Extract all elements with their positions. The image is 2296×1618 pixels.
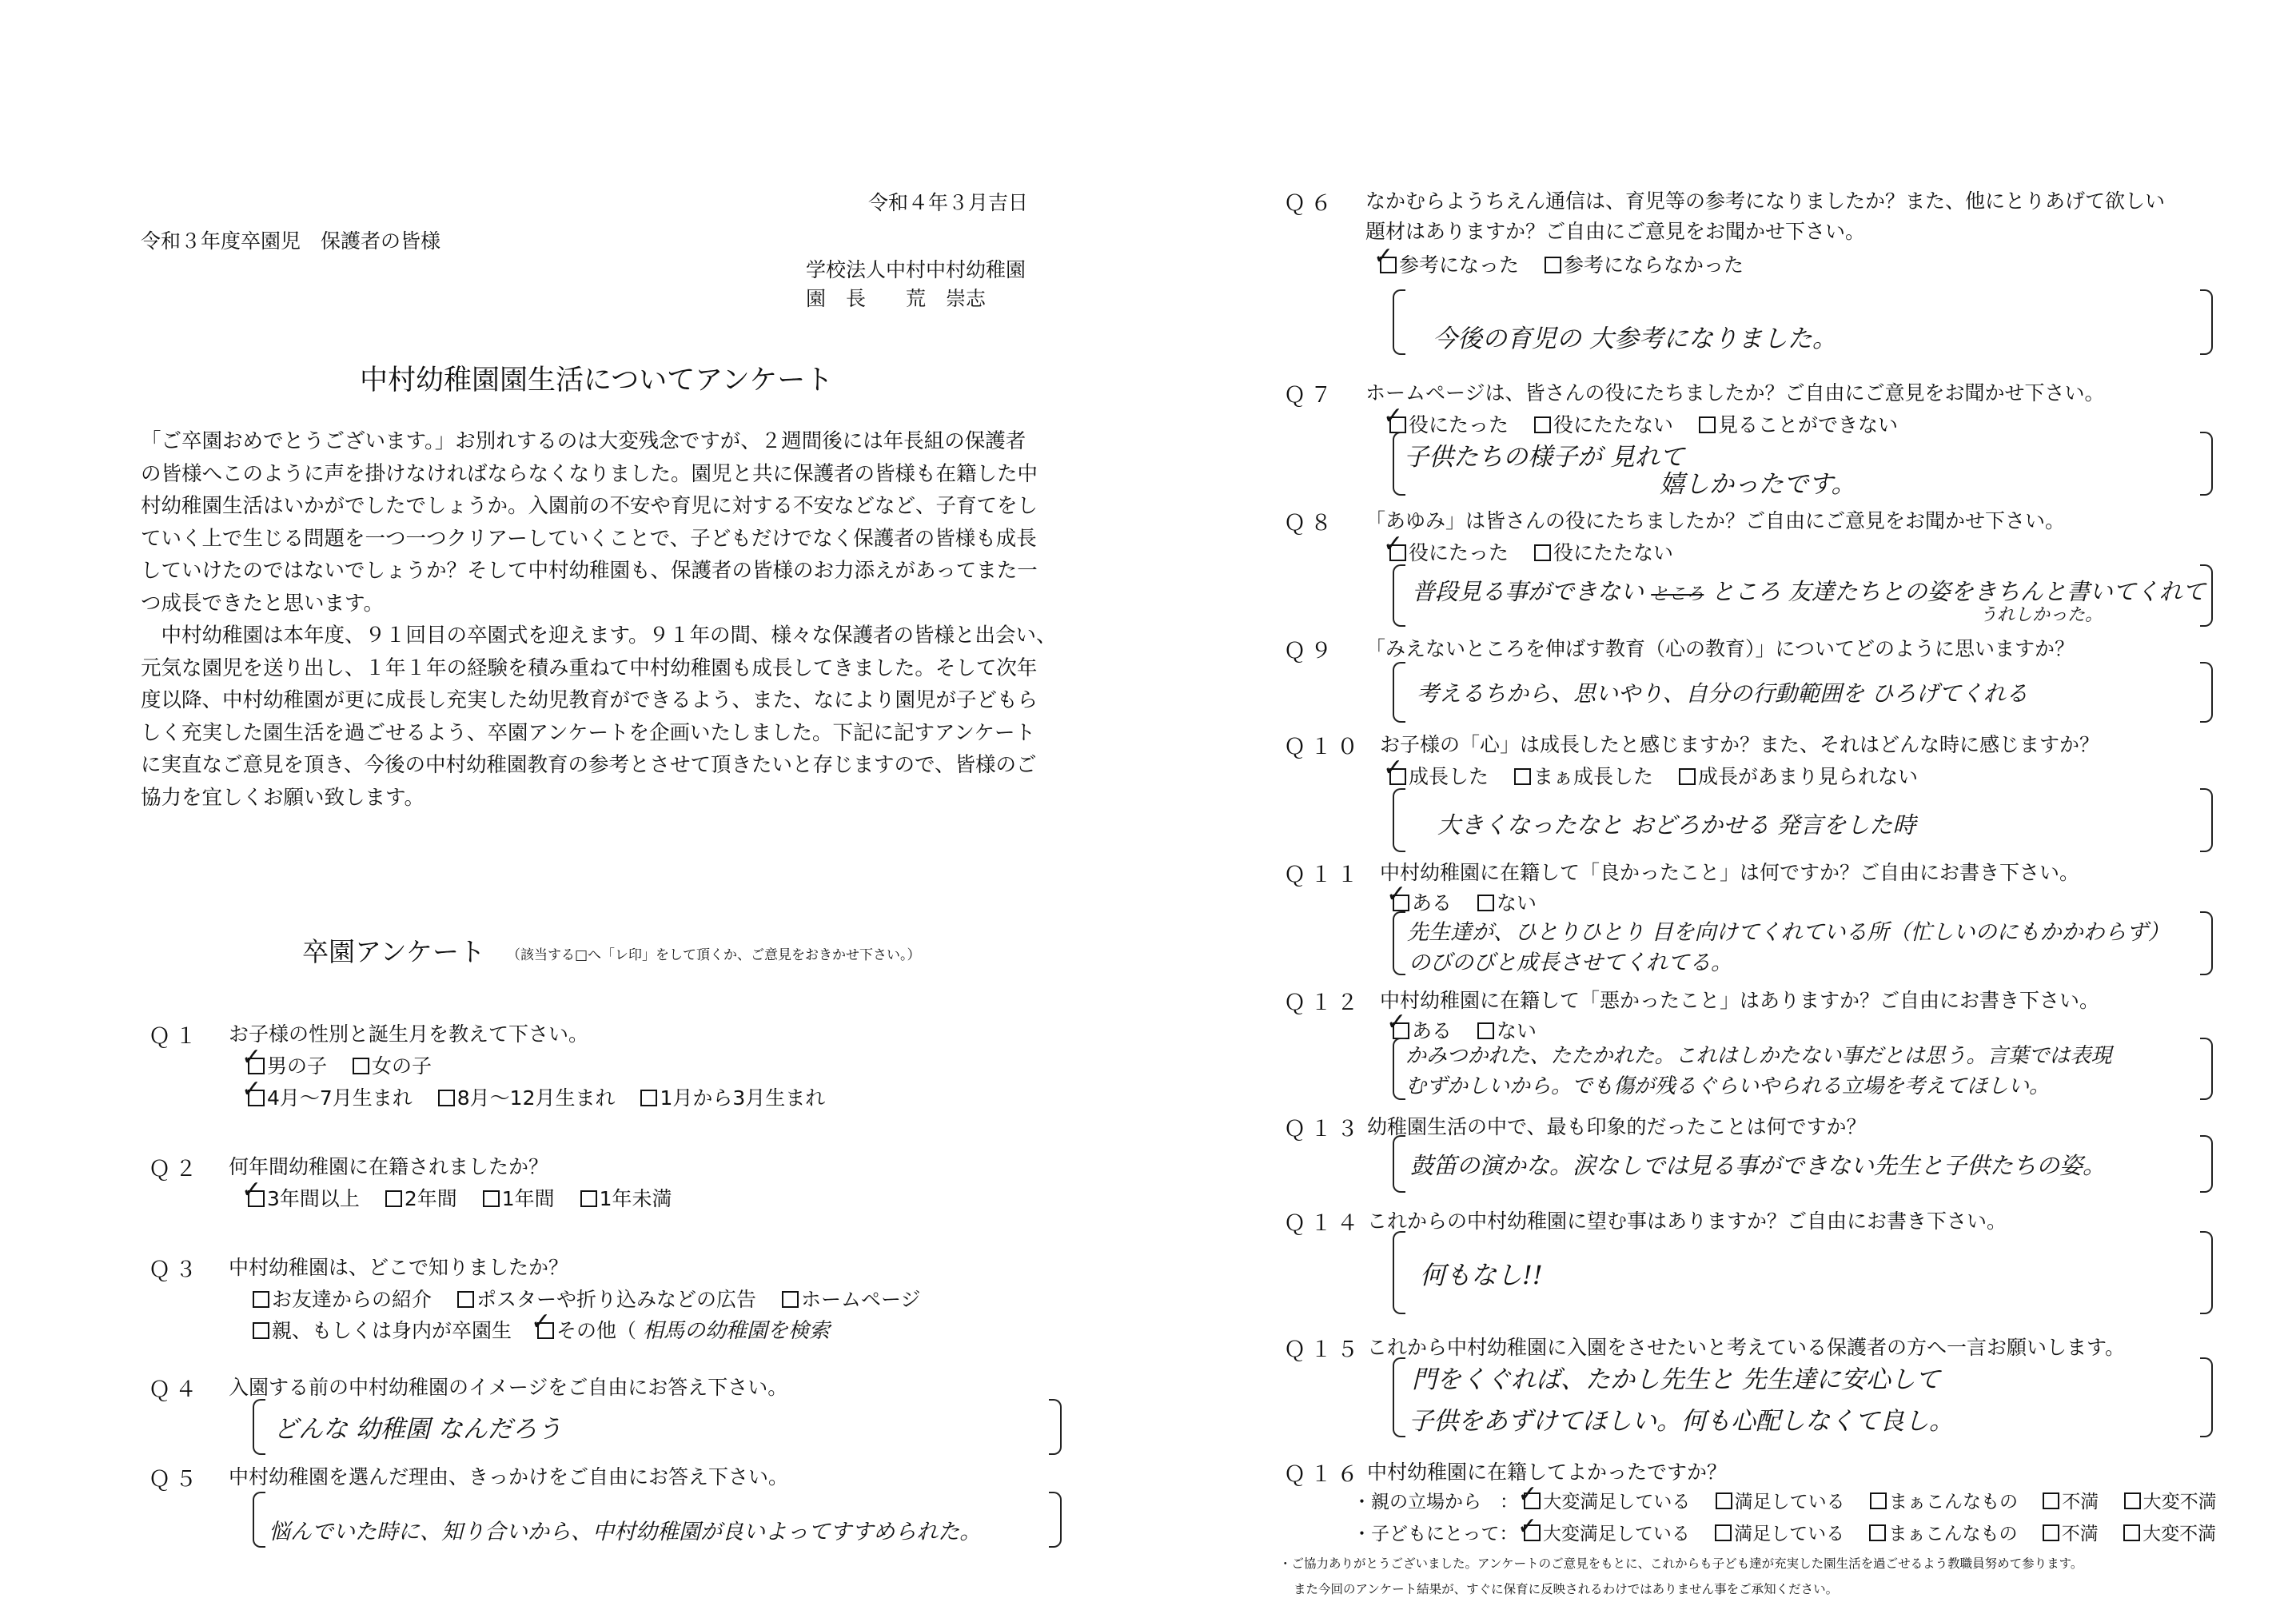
q2-question: 何年間幼稚園に在籍されましたか？ [229,1155,549,1178]
q3-option-other[interactable]: その他（ ✓ [537,1319,636,1342]
q1-option-girl[interactable]: 女の子 [353,1054,432,1078]
q12-bracket-left [1393,1038,1405,1100]
q12-number: Ｑ１２ [1284,990,1363,1015]
q8-option-useful[interactable]: 役にたった ✓ [1389,541,1509,564]
q13-bracket-right [2200,1135,2213,1193]
q16-row-child-label: ・子どもにとって： [1353,1524,1518,1544]
q9-bracket-left [1393,662,1405,723]
q6-bracket-left [1393,289,1405,355]
q11-option-no[interactable]: ない [1477,891,1537,915]
q8-options [1389,537,1692,566]
q10-option-little[interactable]: 成長があまり見られない [1679,765,1918,788]
q12-option-yes[interactable]: ある ✓ [1393,1019,1452,1042]
q8-question: 「あゆみ」は皆さんの役にたちましたか？ご自由にご意見をお聞かせ下さい。 [1365,509,2066,532]
q6-question-line2: 題材はありますか？ご自由にご意見をお聞かせ下さい。 [1365,220,1866,243]
q11-bracket-right [2200,911,2213,975]
q10-option-somewhat[interactable]: まぁ成長した [1514,765,1653,788]
school-name: 学校法人中村中村幼稚園 [806,258,1026,281]
q16-parent-so-so[interactable]: まぁこんなもの [1870,1492,2018,1512]
q3-options-a [253,1284,939,1313]
q8-answer-line2[interactable]: うれしかった。 [1979,605,2103,625]
q16-child-dissatisfied[interactable]: 不満 [2043,1524,2099,1544]
q10-answer[interactable]: 大きくなったなと おどろかせる 発言をした時 [1437,811,1916,839]
q16-parent-very-satisfied[interactable]: 大変満足している ✓ [1524,1492,1690,1512]
q4-question: 入園する前の中村幼稚園のイメージをご自由にお答え下さい。 [229,1376,788,1399]
q6-question-line1: なかむらようちえん通信は、育児等の参考になりましたか？また、他にとりあげて欲しい [1365,189,2166,213]
footer-line1: ・ご協力ありがとうございました。アンケートのご意見をもとに、これからも子ども達が充実した園生活を過ごせるよう教職員努めて参ります。 [1279,1556,2083,1571]
q4-bracket-right [1049,1399,1062,1455]
q5-number: Ｑ５ [149,1467,201,1492]
q1-option-aug-dec[interactable]: 8月～12月生まれ [438,1086,616,1110]
q1-options-gender [248,1050,451,1079]
q7-answer-line1[interactable]: 子供たちの様子が 見れて [1404,443,1684,472]
q12-option-no[interactable]: ない [1477,1019,1537,1042]
q3-option-ad[interactable]: ポスターや折り込みなどの広告 [457,1288,756,1311]
q16-parent-satisfied[interactable]: 満足している [1716,1492,1845,1512]
footer-line2: また今回のアンケート結果が、すぐに保育に反映されるわけではありません事をご承知ください。 [1293,1582,1839,1596]
q9-number: Ｑ９ [1284,639,1337,664]
q6-option-helpful[interactable]: 参考になった ✓ [1380,253,1519,277]
q2-option-2yr[interactable]: 2年間 [385,1187,457,1210]
q8-answer-line1[interactable]: 普段見る事ができない ところ ところ 友達たちとの姿をきちんと書いてくれて [1412,578,2206,605]
q4-number: Ｑ４ [149,1377,201,1402]
q14-answer[interactable]: 何もなし!! [1420,1260,1543,1290]
q7-option-cannot-view[interactable]: 見ることができない [1699,413,1898,436]
q6-option-not-helpful[interactable]: 参考にならなかった [1545,253,1744,277]
q8-bracket-left [1393,564,1405,627]
q1-options-birth [248,1082,844,1111]
q12-bracket-right [2200,1038,2213,1100]
q5-question: 中村幼稚園を選んだ理由、きっかけをご自由にお答え下さい。 [229,1465,789,1488]
q11-number: Ｑ１１ [1284,863,1363,887]
q15-number: Ｑ１５ [1284,1337,1363,1362]
q11-answer-line1[interactable]: 先生達が、ひとりひとり 目を向けてくれている所（忙しいのにもかかわらず） [1407,920,2170,945]
q16-row-child [1353,1519,2235,1545]
q3-number: Ｑ３ [149,1257,201,1282]
q16-row-parent [1353,1487,2236,1513]
q16-parent-dissatisfied[interactable]: 不満 [2043,1492,2099,1512]
q4-bracket-left [253,1399,265,1455]
q8-number: Ｑ８ [1284,511,1337,536]
q16-child-very-dissatisfied[interactable]: 大変不満 [2123,1524,2216,1544]
q14-bracket-left [1393,1231,1405,1314]
q4-answer[interactable]: どんな 幼稚園 なんだろう [273,1415,562,1444]
q12-answer-line1[interactable]: かみつかれた、たたかれた。これはしかたない事だとは思う。言葉では表現 [1405,1044,2112,1068]
q16-child-very-satisfied[interactable]: 大変満足している ✓ [1524,1524,1690,1544]
q12-answer-line2[interactable]: むずかしいから。でも傷が残るぐらいやられる立場を考えてほしい。 [1405,1074,2051,1098]
q15-answer-line2[interactable]: 子供をあずけてほしい。何も心配しなくて良し。 [1409,1407,1954,1436]
principal: 園 長 荒 崇志 [806,287,987,310]
q9-answer[interactable]: 考えるちから、思いやり、自分の行動範囲を ひろげてくれる [1417,680,2028,707]
q16-child-so-so[interactable]: まぁこんなもの [1869,1524,2017,1544]
q1-number: Ｑ１ [149,1024,201,1049]
q13-bracket-left [1393,1135,1405,1193]
q6-number: Ｑ６ [1284,191,1337,216]
q7-answer-line2[interactable]: 嬉しかったです。 [1660,470,1856,499]
q1-question: お子様の性別と誕生月を教えて下さい。 [229,1022,589,1046]
q3-option-relative[interactable]: 親、もしくは身内が卒園生 [253,1319,512,1342]
q10-options [1389,761,1937,790]
q13-number: Ｑ１３ [1284,1117,1363,1142]
q9-question: 「みえないところを伸ばす教育（心の教育）」についてどのように思いますか？ [1365,637,2075,660]
q16-child-satisfied[interactable]: 満足している [1715,1524,1844,1544]
q5-answer[interactable]: 悩んでいた時に、知り合いから、中村幼稚園が良いよってすすめられた。 [269,1520,982,1544]
q11-options [1393,887,1556,916]
q2-option-1yr[interactable]: 1年間 [483,1187,555,1210]
survey-title: 卒園アンケート [302,936,486,967]
q11-question: 中村幼稚園に在籍して「良かったこと」は何ですか？ご自由にお書き下さい。 [1380,861,2080,884]
q10-bracket-left [1393,788,1405,852]
date: 令和４年３月吉日 [868,191,1029,214]
q3-option-friend[interactable]: お友達からの紹介 [253,1288,432,1311]
q6-answer[interactable]: 今後の育児の 大参考になりました。 [1433,325,1837,353]
q10-option-grew[interactable]: 成長した ✓ [1389,765,1489,788]
q7-option-not-useful[interactable]: 役にたたない [1534,413,1673,436]
q2-options [248,1183,691,1212]
q1-option-boy[interactable]: 男の子 ✓ [248,1054,327,1078]
q16-number: Ｑ１６ [1284,1462,1363,1487]
q14-number: Ｑ１４ [1284,1211,1363,1236]
q3-other-answer[interactable]: 相馬の幼稚園を検索 [642,1319,830,1343]
q11-answer-line2[interactable]: のびのびと成長させてくれてる。 [1409,950,1732,975]
q7-question: ホームページは、皆さんの役にたちましたか？ご自由にご意見をお聞かせ下さい。 [1365,381,2105,404]
q8-struck-text: ところ [1651,584,1704,604]
q3-question: 中村幼稚園は、どこで知りましたか？ [229,1256,569,1279]
q16-row-parent-label: ・親の立場から ： [1353,1492,1518,1512]
q7-number: Ｑ７ [1284,383,1337,408]
q13-answer[interactable]: 鼓笛の演かな。涙なしでは見る事ができない先生と子供たちの姿。 [1410,1152,2107,1179]
q10-question: お子様の「心」は成長したと感じますか？また、それはどんな時に感じますか？ [1380,733,2100,756]
q6-bracket-right [2200,289,2213,355]
q2-number: Ｑ２ [149,1157,201,1182]
q10-bracket-right [2200,788,2213,852]
q11-option-yes[interactable]: ある ✓ [1393,891,1452,915]
q5-bracket-right [1049,1492,1062,1548]
q1-option-jan-mar[interactable]: 1月から3月生まれ [640,1086,825,1110]
q11-bracket-left [1393,911,1405,975]
q7-option-useful[interactable]: 役にたった ✓ [1389,413,1509,436]
q8-option-not-useful[interactable]: 役にたたない [1534,541,1673,564]
q6-options [1380,249,1763,278]
q7-options [1389,409,1917,438]
q15-question: これから中村幼稚園に入園をさせたいと考えている保護者の方へ一言お願いします。 [1367,1336,2126,1359]
survey-note: （該当する□へ「レ印」をして頂くか、ご意見をおきかせ下さい。） [507,947,921,963]
q2-option-under1yr[interactable]: 1年未満 [580,1187,672,1210]
q10-number: Ｑ１０ [1284,735,1363,759]
q14-bracket-right [2200,1231,2213,1314]
q5-bracket-left [253,1492,265,1548]
right-page [1148,0,2296,1618]
page-title: 中村幼稚園園生活についてアンケート [360,365,834,397]
addressee: 令和３年度卒園児 保護者の皆様 [141,229,441,253]
q15-answer-line1[interactable]: 門をくぐれば、たかし先生と 先生達に安心して [1412,1365,1940,1394]
q16-parent-very-dissatisfied[interactable]: 大変不満 [2124,1492,2217,1512]
q12-question: 中村幼稚園に在籍して「悪かったこと」はありますか？ご自由にお書き下さい。 [1380,989,2100,1012]
q16-question: 中村幼稚園に在籍してよかったですか？ [1367,1461,1728,1484]
q9-bracket-right [2200,662,2213,723]
q1-option-apr-jul[interactable]: 4月～7月生まれ ✓ [248,1086,413,1110]
q3-options-b [253,1314,830,1344]
q15-bracket-left [1393,1357,1405,1437]
q14-question: これからの中村幼稚園に望む事はありますか？ご自由にお書き下さい。 [1367,1210,2007,1233]
q7-bracket-right [2200,432,2213,496]
q3-option-homepage[interactable]: ホームページ [782,1288,921,1311]
intro-paragraph: 「ご卒園おめでとうございます。」お別れするのは大変残念ですが、２週間後には年長組の保護者 の皆様へこのように声を掛けなければならなくなりました。園児と共に保護者の皆様も在籍した中 村幼稚園生活はいかがでしたでしょうか。入園前の不安や育児に対する不安などなど、子育てをし ていく上で生じる問題を一つ一つクリアーしていくことで、子どもだけでなく保護者の皆様も成長 していけたのではないでしょうか？そして中村幼稚園も、保護者の皆様のお力添えがあってまた一 つ成長できたと思います。 中村幼稚園は本年度、９１回目の卒園式を迎えます。９１年の間、様々な保護者の皆様と出会い、 元気な園児を送り出し、１年１年の経験を積み重ねて中村幼稚園も成長してきました。そして次年 度以降、中村幼稚園が更に成長し充実した幼児教育ができるよう、また、なにより園児が子どもら しく充実した園生活を過ごせるよう、卒園アンケートを企画いたしました。下記に記すアンケート に実直なご意見を頂き、今後の中村幼稚園教育の参考とさせて頂きたいと存じますので、皆様のご 協力を宜しくお願い致します。 [141,429,1057,810]
q15-bracket-right [2200,1357,2213,1437]
q2-option-3yr[interactable]: 3年間以上 ✓ [248,1187,360,1210]
q13-question: 幼稚園生活の中で、最も印象的だったことは何ですか？ [1367,1115,1867,1138]
